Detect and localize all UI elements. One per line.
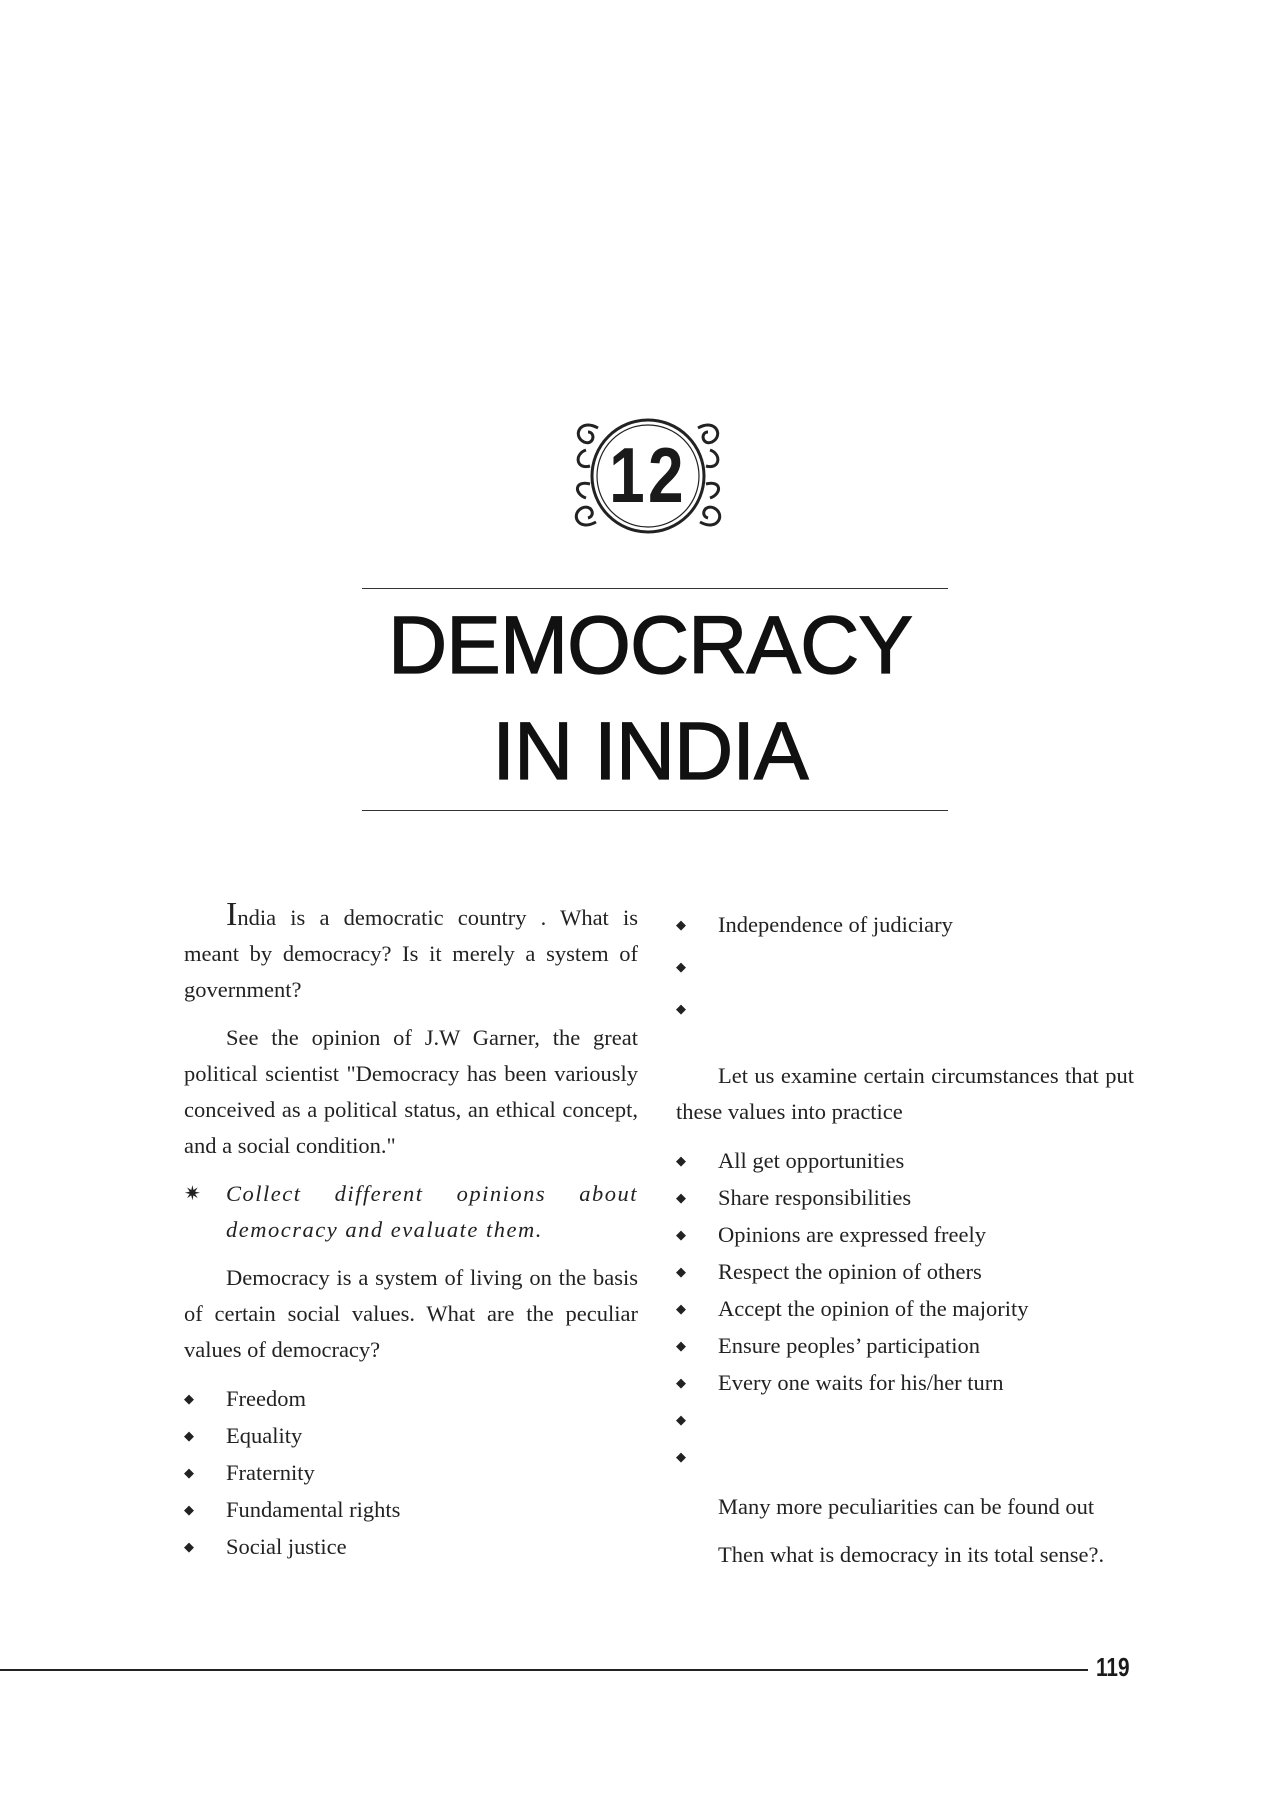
practices-list — [676, 1142, 1134, 1475]
list-item — [676, 1401, 1134, 1438]
list-item: ◆ Accept the opinion of the majority — [676, 1290, 1134, 1327]
bullet-diamond-icon: ◆ — [184, 1391, 194, 1406]
bullet-diamond-icon: ◆ — [676, 1301, 686, 1316]
footer-rule — [0, 1669, 1088, 1671]
bullet-diamond-icon: ◆ — [676, 917, 686, 932]
list-item — [676, 1438, 1134, 1475]
activity-text: Collect different opinions about democracy and evaluate them. — [226, 1181, 638, 1242]
title-top-rule — [362, 588, 948, 589]
bullet-diamond-icon: ◆ — [676, 1338, 686, 1353]
chapter-title-line2: IN INDIA — [492, 706, 808, 797]
left-column — [184, 896, 638, 1565]
list-item: ◆ Respect the opinion of others — [676, 1253, 1134, 1290]
chapter-emblem — [568, 410, 728, 542]
activity-note — [184, 1176, 638, 1248]
bullet-diamond-icon: ◆ — [676, 1449, 686, 1464]
closing-line-2: Then what is democracy in its total sense?. — [718, 1542, 1105, 1567]
list-item: ◆ Social justice — [184, 1528, 638, 1565]
list-item: ◆ Fundamental rights — [184, 1491, 638, 1528]
bullet-diamond-icon: ◆ — [676, 1153, 686, 1168]
list-item — [676, 990, 1134, 1032]
list-item: ◆ Ensure peoples’ participation — [676, 1327, 1134, 1364]
title-bottom-rule — [362, 810, 948, 811]
chapter-title-line1: DEMOCRACY — [387, 600, 913, 691]
bullet-diamond-icon: ◆ — [676, 1001, 686, 1016]
bullet-diamond-icon: ◆ — [676, 1190, 686, 1205]
bullet-diamond-icon: ◆ — [676, 959, 686, 974]
bullet-diamond-icon: ◆ — [676, 1412, 686, 1427]
bullet-diamond-icon: ◆ — [184, 1465, 194, 1480]
intro-paragraph: India is a democratic country . What is meant by democracy? Is it merely a system of government? — [184, 896, 638, 1002]
bullet-diamond-icon: ◆ — [676, 1264, 686, 1279]
examine-paragraph: Let us examine certain circumstances that put these values into practice — [676, 1063, 1134, 1124]
list-item: ◆ Opinions are expressed freely — [676, 1216, 1134, 1253]
list-item: ◆ Share responsibilities — [676, 1179, 1134, 1216]
values-list-continued — [676, 906, 1134, 1032]
activity-star-icon: ✷ — [184, 1183, 203, 1205]
page-number: 119 — [1096, 1652, 1130, 1682]
values-list — [184, 1380, 638, 1565]
bullet-diamond-icon: ◆ — [184, 1539, 194, 1554]
list-item: ◆ Freedom — [184, 1380, 638, 1417]
list-item — [676, 948, 1134, 990]
list-item: ◆ All get opportunities — [676, 1142, 1134, 1179]
drop-cap: I — [226, 896, 238, 933]
list-item: ◆ Every one waits for his/her turn — [676, 1364, 1134, 1401]
bullet-diamond-icon: ◆ — [184, 1502, 194, 1517]
bullet-diamond-icon: ◆ — [676, 1227, 686, 1242]
bullet-diamond-icon: ◆ — [676, 1375, 686, 1390]
bullet-diamond-icon: ◆ — [184, 1428, 194, 1443]
right-column — [676, 906, 1134, 1573]
garner-paragraph: See the opinion of J.W Garner, the great political scientist "Democracy has been variously conceived as a political status, an ethical concept, and a social condition." — [184, 1025, 638, 1158]
values-paragraph: Democracy is a system of living on the basis of certain social values. What are the peculiar values of democracy? — [184, 1265, 638, 1362]
list-item: ◆ Equality — [184, 1417, 638, 1454]
list-item: ◆ Independence of judiciary — [676, 906, 1134, 948]
closing-line-1: Many more peculiarities can be found out — [718, 1494, 1095, 1519]
chapter-number: 12 — [609, 431, 687, 519]
list-item: ◆ Fraternity — [184, 1454, 638, 1491]
